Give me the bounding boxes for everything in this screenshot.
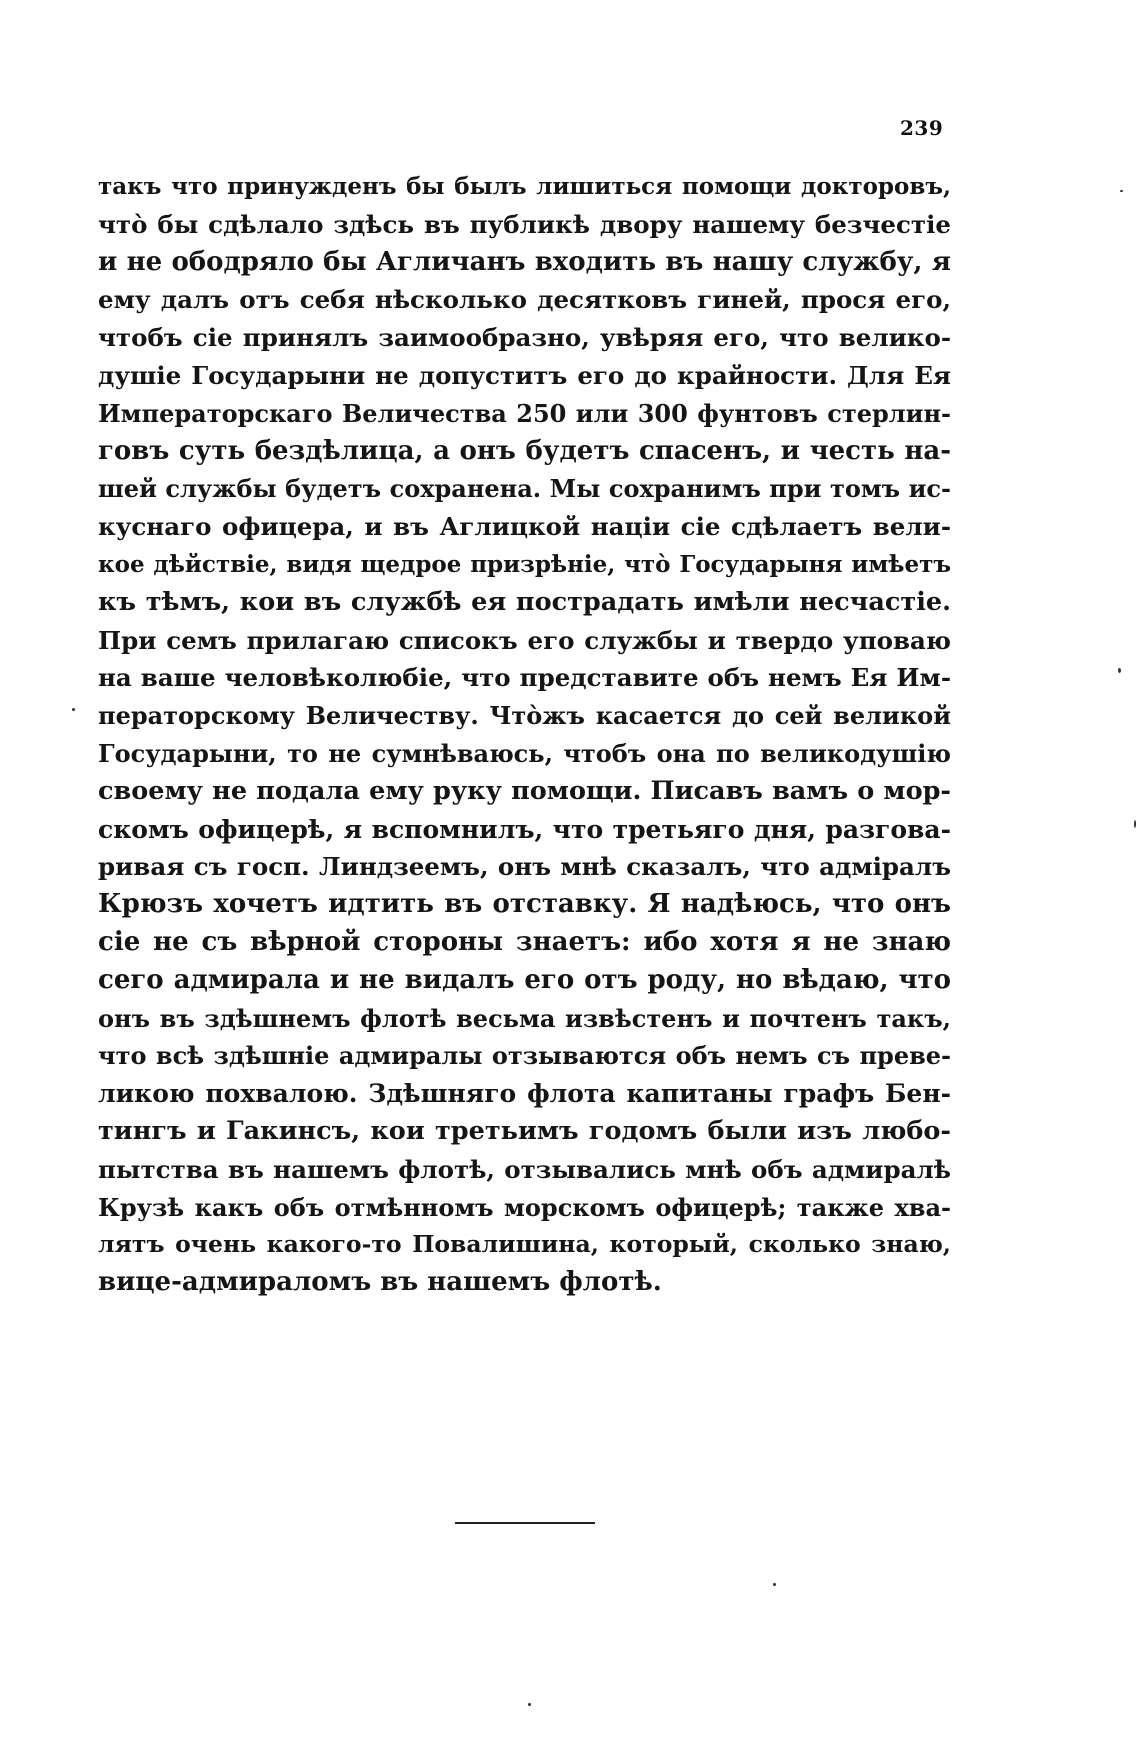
text-line: шей службы будетъ сохранена. Мы сохранимъ при томъ ис- xyxy=(98,474,951,504)
text-line: своему не подала ему руку помощи. Писавъ вамъ о мор- xyxy=(98,775,951,806)
text-line: Государыни, то не сумнѣваюсь, чтобъ она по великодушію xyxy=(98,738,951,768)
text-line: пытства въ нашемъ флотѣ, отзывались мнѣ объ адмиралѣ xyxy=(98,1154,951,1184)
text-line: ликою похвалою. Здѣшняго флота капитаны графъ Бен- xyxy=(98,1079,951,1109)
scan-speck xyxy=(1134,820,1136,828)
text-line: ператорскому Величеству. Чтòжъ касается до сей великой xyxy=(98,701,951,731)
text-line: и не ободряло бы Агличанъ входить въ нашу службу, я xyxy=(98,246,951,277)
text-line: сего адмирала и не видалъ его отъ роду, но вѣдаю, что xyxy=(98,964,951,995)
scan-speck xyxy=(773,1583,776,1586)
text-line: ривая съ госп. Линдзеемъ, онъ мнѣ сказалъ, что адміралъ xyxy=(98,852,951,882)
text-line: такъ что принужденъ бы былъ лишиться помощи докторовъ, xyxy=(98,173,951,200)
closing-rule xyxy=(455,1522,595,1524)
scan-speck xyxy=(528,1703,531,1706)
text-line: душіе Государыни не допуститъ его до крайности. Для Ея xyxy=(98,360,951,390)
text-line: тингъ и Гакинсъ, кои третьимъ годомъ были изъ любо- xyxy=(98,1115,951,1146)
body-text xyxy=(98,168,951,1302)
text-line: куснаго офицера, и въ Аглицкой націи сіе сдѣлаетъ вели- xyxy=(98,512,951,542)
text-line: чтобъ сіе принялъ заимообразно, увѣряя его, что велико- xyxy=(98,323,951,353)
text-line: кое дѣйствіе, видя щедрое призрѣніе, чтò Государыня имѣетъ xyxy=(98,550,951,578)
text-line: что всѣ здѣшніе адмиралы отзываются объ немъ съ преве- xyxy=(98,1041,951,1071)
text-line: онъ въ здѣшнемъ флотѣ весьма извѣстенъ и почтенъ такъ, xyxy=(98,1003,951,1033)
text-line: скомъ офицерѣ, я вспомнилъ, что третьяго дня, разгова- xyxy=(98,814,951,844)
scan-speck xyxy=(1120,190,1123,192)
text-line: чтò бы сдѣлало здѣсь въ публикѣ двору нашему безчестіе xyxy=(98,209,951,239)
scan-speck xyxy=(72,708,75,711)
text-line: говъ суть бездѣлица, а онъ будетъ спасенъ, и честь на- xyxy=(98,435,951,466)
text-line: Императорскаго Величества 250 или 300 фунтовъ стерлин- xyxy=(98,398,951,428)
text-line: Крюзъ хочетъ идтить въ отставку. Я надѣюсь, что онъ xyxy=(98,889,951,920)
text-line: на ваше человѣколюбіе, что представите объ немъ Ея Им- xyxy=(98,663,951,693)
scan-speck xyxy=(1118,668,1121,673)
text-line: сіе не съ вѣрной стороны знаетъ: ибо хотя я не знаю xyxy=(98,926,951,957)
text-line: При семъ прилагаю списокъ его службы и твердо уповаю xyxy=(98,625,951,655)
text-line: къ тѣмъ, кои въ службѣ ея пострадать имѣли несчастіе. xyxy=(98,586,951,617)
page-number: 239 xyxy=(900,116,944,140)
text-line: ему далъ отъ себя нѣсколько десятковъ гиней, прося его, xyxy=(98,285,951,315)
text-line: лятъ очень какого-то Повалишина, который, сколько знаю, xyxy=(98,1230,951,1259)
text-line: Крузѣ какъ объ отмѣнномъ морскомъ офицерѣ; также хва- xyxy=(98,1192,951,1222)
text-line-last: вице-адмираломъ въ нашемъ флотѣ. xyxy=(98,1267,662,1298)
